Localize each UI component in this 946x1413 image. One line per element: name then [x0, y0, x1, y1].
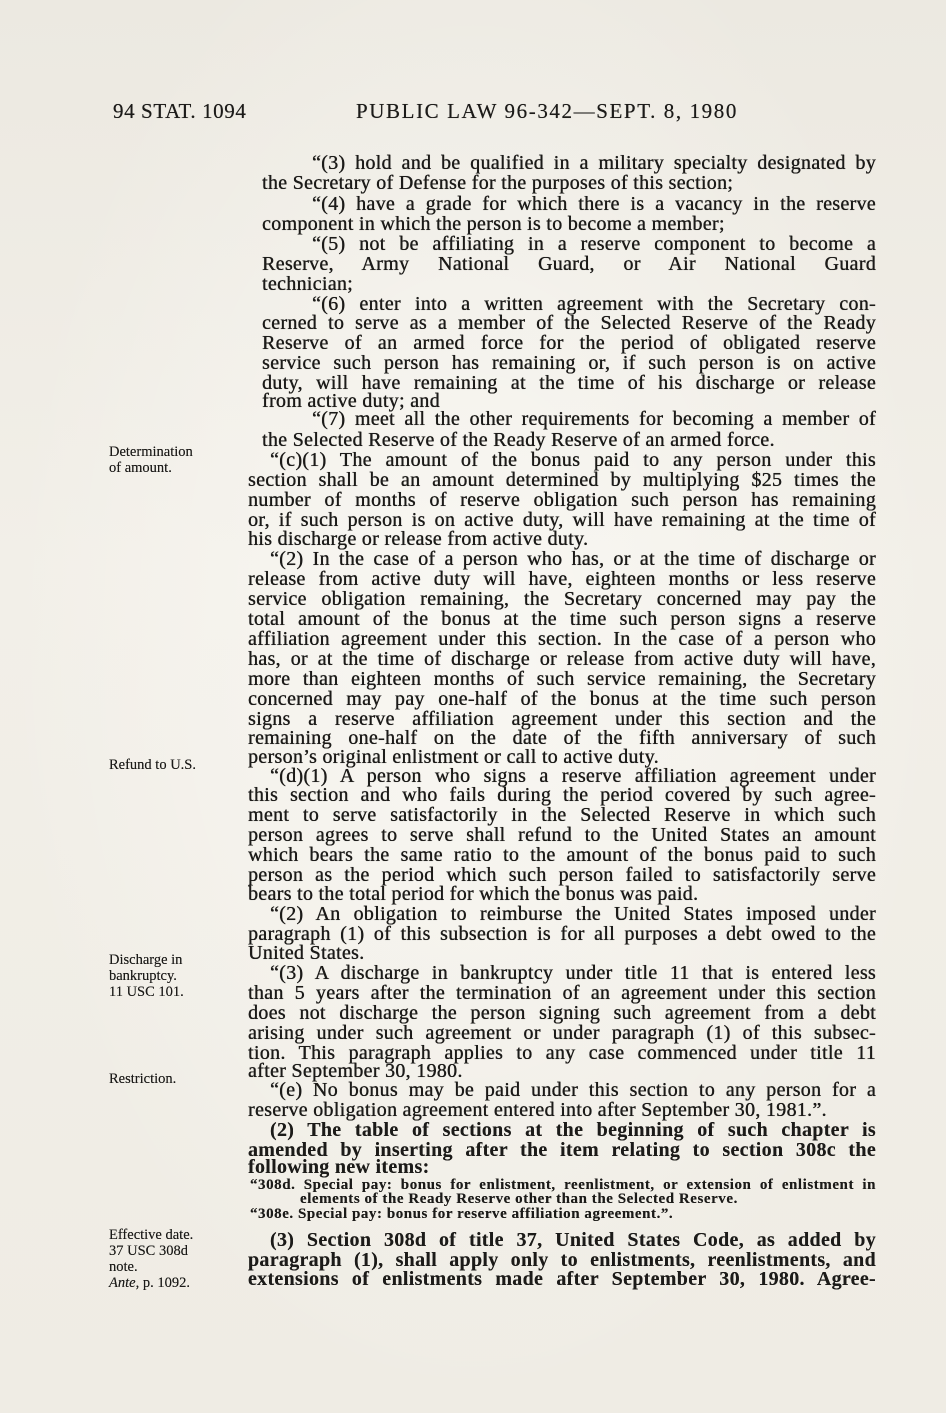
margin-note-line: Determination: [109, 444, 193, 460]
body-line: affiliation agreement under this section. In the case of a person who: [248, 628, 876, 650]
body-line: or, if such person is on active duty, will have remaining at the time of: [248, 509, 876, 531]
body-line: signs a reserve affiliation agreement under this section and the: [248, 708, 876, 730]
body-line: ment to serve satisfactorily in the Selected Reserve in which such: [248, 804, 876, 826]
margin-note-line: bankruptcy.: [109, 968, 177, 984]
body-line: Reserve, Army National Guard, or Air National Guard: [262, 253, 876, 275]
body-line: which bears the same ratio to the amount of the bonus paid to such: [248, 844, 876, 866]
body-line: the Secretary of Defense for the purposes of this section;: [262, 172, 734, 194]
body-line: this section and who fails during the period covered by such agree-: [248, 784, 876, 806]
body-line: component in which the person is to become a member;: [262, 213, 725, 235]
page-number: 94 STAT. 1094: [113, 99, 247, 123]
margin-note-line: Restriction.: [109, 1071, 177, 1087]
margin-note-line: Effective date.: [109, 1227, 194, 1243]
body-line: remaining one-half on the date of the fifth anniversary of such: [248, 727, 876, 749]
running-head: PUBLIC LAW 96-342—SEPT. 8, 1980: [356, 99, 738, 123]
body-line: paragraph (1) of this subsection is for all purposes a debt owed to the: [248, 923, 876, 945]
body-line: (2) The table of sections at the beginning of such chapter is: [270, 1119, 876, 1141]
body-line: “(3) A discharge in bankruptcy under title 11 that is entered less: [270, 962, 876, 984]
body-line: arising under such agreement or under paragraph (1) of this subsec-: [248, 1022, 876, 1044]
body-line: paragraph (1), shall apply only to enlistments, reenlistments, and: [248, 1249, 876, 1271]
body-line: service such person has remaining or, if such person is on active: [262, 352, 876, 374]
margin-note-discharge: [109, 952, 184, 1000]
body-line: “(2) In the case of a person who has, or at the time of discharge or: [270, 548, 876, 570]
table-of-sections-entry: elements of the Ready Reserve other than the Selected Reserve.: [300, 1191, 738, 1207]
body-line: “(d)(1) A person who signs a reserve affiliation agreement under: [270, 765, 876, 787]
body-line: his discharge or release from active duty.: [248, 528, 589, 550]
body-line: following new items:: [248, 1156, 430, 1178]
body-line: section shall be an amount determined by multiplying $25 times the: [248, 469, 876, 491]
margin-note-refund: [109, 757, 196, 773]
body-line: more than eighteen months of such service remaining, the Secretary: [248, 668, 876, 690]
margin-note-line: Refund to U.S.: [109, 757, 196, 773]
body-line: technician;: [262, 273, 354, 295]
body-line: United States.: [248, 942, 365, 964]
body-line: person’s original enlistment or call to active duty.: [248, 746, 659, 768]
body-line: extensions of enlistments made after September 30, 1980. Agree-: [248, 1268, 876, 1290]
body-line: does not discharge the person signing such agreement from a debt: [248, 1002, 876, 1024]
body-line: has, or at the time of discharge or release from active duty will have,: [248, 648, 876, 670]
margin-note-line: 11 USC 101.: [109, 984, 184, 1000]
body-line: “(5) not be affiliating in a reserve component to become a: [312, 233, 876, 255]
body-line: than 5 years after the termination of an agreement under this section: [248, 982, 876, 1004]
margin-note-determination: [109, 444, 193, 476]
body-line: reserve obligation agreement entered into after September 30, 1981.”.: [248, 1099, 827, 1121]
margin-note-restriction: [109, 1071, 176, 1087]
body-line: concerned may pay one-half of the bonus at the time such person: [248, 688, 876, 710]
margin-note-citation: [109, 1275, 193, 1291]
body-line: “(3) hold and be qualified in a military specialty designated by: [312, 152, 876, 174]
body-line: cerned to serve as a member of the Selected Reserve of the Ready: [262, 312, 876, 334]
body-line: Reserve of an armed force for the period of obligated reserve: [262, 332, 876, 354]
table-of-sections-entry: “308d. Special pay: bonus for enlistment, reenlistment, or extension of enlistment in: [250, 1177, 876, 1193]
body-line: the Selected Reserve of the Ready Reserve of an armed force.: [262, 429, 775, 451]
margin-note-line: 37 USC 308d: [109, 1243, 188, 1259]
margin-note-line: Discharge in: [109, 952, 183, 968]
body-line: number of months of reserve obligation such person has remaining: [248, 489, 876, 511]
table-of-sections-entry: “308e. Special pay: bonus for reserve affiliation agreement.”.: [250, 1206, 674, 1222]
body-line: person as the period which such person failed to satisfactorily serve: [248, 864, 876, 886]
body-line: duty, will have remaining at the time of his discharge or release: [262, 372, 876, 394]
margin-note-line: note.: [109, 1259, 138, 1275]
body-line: “(7) meet all the other requirements for becoming a member of: [312, 408, 876, 430]
body-line: from active duty; and: [262, 390, 440, 412]
body-line: tion. This paragraph applies to any case commenced under title 11: [248, 1042, 876, 1064]
margin-note-ante: Ante: [109, 1275, 136, 1291]
margin-note-line: of amount.: [109, 460, 172, 476]
body-line: release from active duty will have, eighteen months or less reserve: [248, 568, 876, 590]
body-line: total amount of the bonus at the time such person signs a reserve: [248, 608, 876, 630]
body-line: “(e) No bonus may be paid under this section to any person for a: [270, 1079, 876, 1101]
body-line: service obligation remaining, the Secretary concerned may pay the: [248, 588, 876, 610]
body-line: (3) Section 308d of title 37, United States Code, as added by: [270, 1229, 876, 1251]
margin-note-page-ref: , p. 1092.: [135, 1275, 190, 1291]
body-line: after September 30, 1980.: [248, 1060, 463, 1082]
body-line: “(2) An obligation to reimburse the United States imposed under: [270, 903, 876, 925]
body-line: “(c)(1) The amount of the bonus paid to any person under this: [270, 449, 876, 471]
margin-note-effective-date: [109, 1227, 193, 1291]
body-line: “(6) enter into a written agreement with the Secretary con-: [312, 293, 876, 315]
body-line: amended by inserting after the item relating to section 308c the: [248, 1139, 876, 1161]
body-line: “(4) have a grade for which there is a vacancy in the reserve: [312, 193, 876, 215]
body-line: person agrees to serve shall refund to the United States an amount: [248, 824, 876, 846]
body-line: bears to the total period for which the bonus was paid.: [248, 883, 699, 905]
